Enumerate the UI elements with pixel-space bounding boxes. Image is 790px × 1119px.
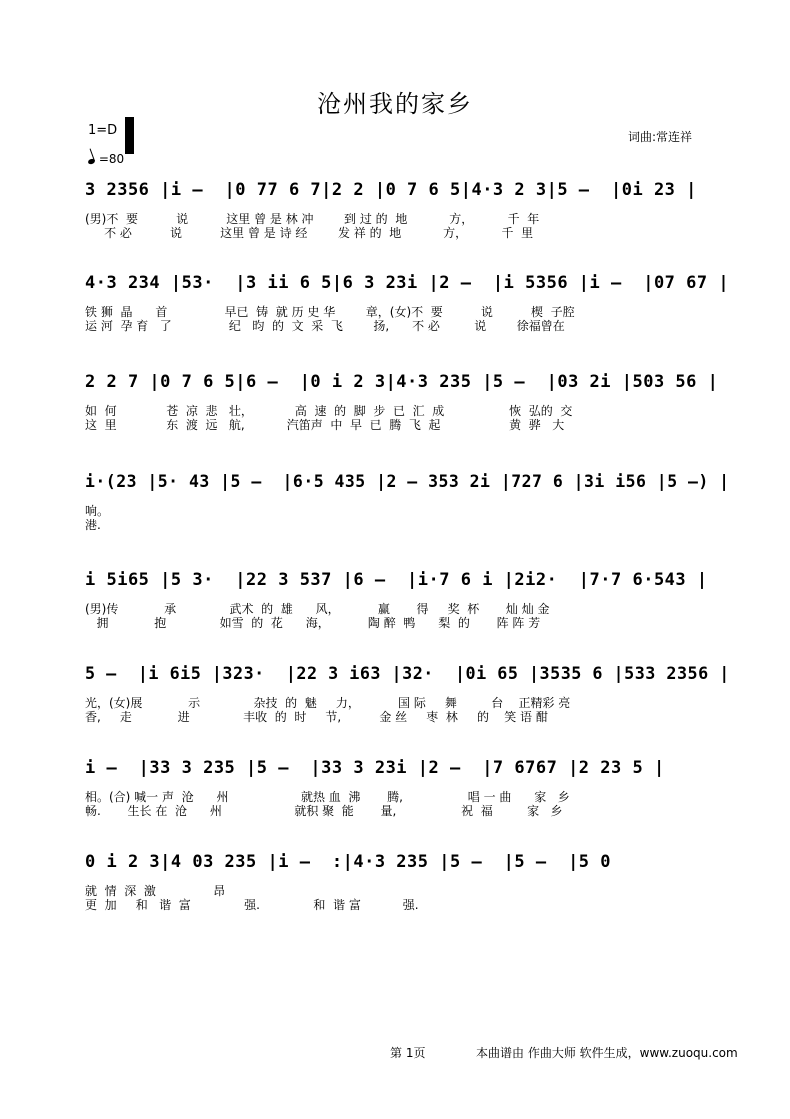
note-line: 3 2356 |i – |0 77 6 7|2 2 |0 7 6 5|4·3 2 3|5 – |0i 23 |: [85, 180, 697, 200]
quarter-note-icon: [87, 158, 95, 165]
note-line: i 5i65 |5 3· |22 3 537 |6 – |i·7 6 i |2i2· |7·7 6·543 |: [85, 570, 708, 590]
page-number: 第 1页: [390, 1046, 426, 1060]
note-line: 0 i 2 3|4 03 235 |i – :|4·3 235 |5 – |5 – |5 0: [85, 852, 622, 872]
lyric-verse-2: 这 里 东 渡 远 航, 汽笛声 中 早 已 腾 飞 起 黄 骅 大: [85, 418, 565, 432]
tempo-value: =80: [98, 152, 125, 166]
score-system: [85, 654, 730, 724]
score-system: [85, 362, 730, 432]
lyric-verse-2: 更 加 和 谐 富 强. 和 谐 富 强.: [85, 898, 419, 912]
score-system: [85, 748, 730, 818]
composer-credit: 词曲:常连祥: [628, 130, 693, 144]
software-credit: 本曲谱由 作曲大师 软件生成，www.zuoqu.com: [476, 1046, 738, 1060]
lyric-verse-1: 就 情 深 激 昂: [85, 884, 226, 898]
note-line: 2 2 7 |0 7 6 5|6 – |0 i 2 3|4·3 235 |5 – |03 2i |503 56 |: [85, 372, 719, 392]
key-signature: [88, 123, 117, 138]
note-line: 5 – |i 6i5 |323· |22 3 i63 |32· |0i 65 |3535 6 |533 2356 |: [85, 664, 730, 684]
note-line: i – |33 3 235 |5 – |33 3 23i |2 – |7 6767 |2 23 5 |: [85, 758, 665, 778]
time-signature: [125, 117, 133, 145]
score-system: [85, 560, 730, 630]
tempo-marking: [88, 152, 124, 166]
key-label: 1=D: [88, 123, 118, 138]
lyric-verse-1: 响。: [85, 504, 110, 518]
lyric-verse-1: 如 何 苍 凉 悲 壮， 高 速 的 脚 步 已 汇 成 恢 弘的 交: [85, 404, 573, 418]
score-system: [85, 170, 730, 240]
lyric-verse-2: 港.: [85, 518, 101, 532]
lyric-verse-1: (男)传 承 武术 的 雄 风， 赢 得 奖 杯 灿 灿 金: [85, 602, 550, 616]
lyric-verse-2: 拥 抱 如雪 的 花 海， 陶 醉 鸭 梨 的 阵 阵 芳: [85, 616, 541, 630]
song-title: 沧州我的家乡: [317, 90, 473, 118]
lyric-verse-2: 畅. 生长 在 沧 州 就积 聚 能 量, 祝 福 家 乡: [85, 804, 563, 818]
score-system: [85, 462, 730, 532]
note-line: i·(23 |5· 43 |5 – |6·5 435 |2 – 353 2i |727 6 |3i i56 |5 –) |: [85, 472, 730, 492]
lyric-verse-1: 铁 狮 晶 首 早已 铸 就 历 史 华 章，(女)不 要 说 楔 子腔: [85, 305, 575, 319]
score-system: [85, 842, 730, 912]
lyric-verse-1: 光，(女)展 示 杂技 的 魅 力， 国 际 舞 台 正精彩 亮: [85, 696, 571, 710]
lyric-verse-2: 运 河 孕 育 了 纪 昀 的 文 采 飞 扬, 不 必 说 徐福曾在: [85, 319, 565, 333]
lyric-verse-1: (男)不 要 说 这里 曾 是 林 冲 到 过 的 地 方， 千 年: [85, 212, 540, 226]
lyric-verse-2: 香, 走 进 丰收 的 时 节, 金 丝 枣 林 的 笑 语 酣: [85, 710, 548, 724]
note-line: 4·3 234 |53· |3 ii 6 5|6 3 23i |2 – |i 5356 |i – |07 67 |: [85, 273, 730, 293]
lyric-verse-2: 不 必 说 这里 曾 是 诗 经 发 祥 的 地 方， 千 里: [85, 226, 534, 240]
score-system: [85, 263, 730, 333]
lyric-verse-1: 相。(合) 喊一 声 沧 州 就热 血 沸 腾, 唱 一 曲 家 乡: [85, 790, 570, 804]
